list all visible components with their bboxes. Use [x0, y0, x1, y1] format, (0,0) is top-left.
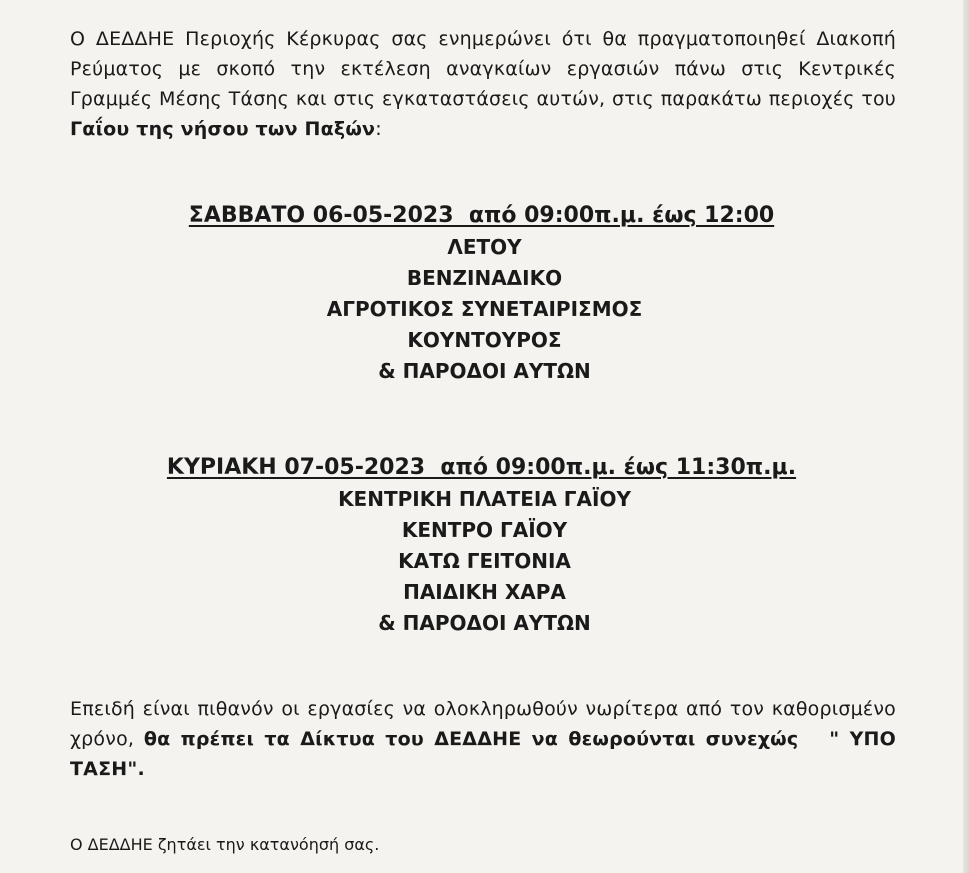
page-edge	[963, 0, 969, 873]
intro-paragraph	[70, 24, 896, 144]
outage-section-saturday	[0, 200, 969, 387]
notice-text: Επειδή είναι πιθανόν οι εργασίες να ολοκληρωθούν νωρίτερα από τον καθορισμένο χρόνο,	[70, 698, 896, 750]
area-item: & ΠΑΡΟΔΟΙ ΑΥΤΩΝ	[378, 359, 591, 383]
area-item: ΠΑΙΔΙΚΗ ΧΑΡΑ	[403, 580, 566, 604]
area-item: ΛΕΤΟΥ	[447, 235, 522, 259]
notice-paragraph	[70, 694, 903, 784]
area-item: & ΠΑΡΟΔΟΙ ΑΥΤΩΝ	[378, 611, 591, 635]
closing-line: Ο ΔΕΔΔΗΕ ζητάει την κατανόησή σας.	[70, 835, 380, 854]
section-heading: ΣΑΒΒΑΤΟ 06-05-2023 από 09:00π.μ. έως 12:00	[188, 203, 775, 228]
intro-text: Ο ΔΕΔΔΗΕ Περιοχής Κέρκυρας σας ενημερώνει ότι θα πραγματοποιηθεί Διακοπή Ρεύματος με σκοπό την εκτέλεση αναγκαίων εργασιών πάνω στις Κεντρικές Γραμμές Μέσης Τάσης και στις εγκαταστάσεις αυτών, στις παρακάτω περιοχές του	[70, 28, 896, 110]
area-item: ΒΕΝΖΙΝΑΔΙΚΟ	[406, 266, 563, 290]
area-item: ΚΑΤΩ ΓΕΙΤΟΝΙΑ	[398, 549, 571, 573]
notice-warning: θα πρέπει τα Δίκτυα του ΔΕΔΔΗΕ να θεωρούνται συνεχώς " ΥΠΟ ΤΑΣΗ".	[70, 728, 903, 780]
area-item: ΚΟΥΝΤΟΥΡΟΣ	[407, 328, 562, 352]
area-item: ΚΕΝΤΡΙΚΗ ΠΛΑΤΕΙΑ ΓΑΪΟΥ	[338, 487, 631, 511]
intro-location: Γαΐου της νήσου των Παξών	[70, 118, 376, 140]
section-heading: ΚΥΡΙΑΚΗ 07-05-2023 από 09:00π.μ. έως 11:30π.μ.	[166, 455, 797, 480]
outage-section-sunday	[0, 452, 969, 639]
area-item: ΑΓΡΟΤΙΚΟΣ ΣΥΝΕΤΑΙΡΙΣΜΟΣ	[326, 297, 643, 321]
area-item: ΚΕΝΤΡΟ ΓΑΪΟΥ	[401, 518, 568, 542]
intro-colon: :	[375, 118, 382, 140]
